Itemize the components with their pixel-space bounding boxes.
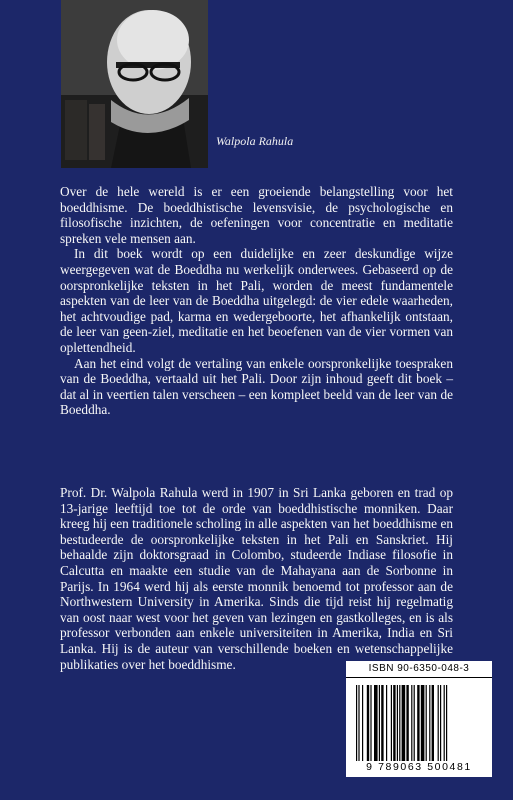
barcode-bar (417, 685, 419, 761)
description-paragraph: Over de hele wereld is er een groeiende belangstelling voor het boeddhisme. De boeddhistische levensvisie, de psychologische en filosofische inzichten, de oefeningen voor concentratie en meditatie spreken vele mensen aan. (60, 184, 453, 246)
barcode-image (356, 685, 484, 761)
barcode-bar (386, 685, 387, 761)
barcode-bar (391, 685, 392, 761)
barcode-bar (438, 685, 439, 761)
barcode-bar (358, 685, 359, 761)
description-paragraph: In dit boek wordt op een duidelijke en zeer deskundige wijze weergegeven wat de Boeddha nu werkelijk onderwees. Gebaseerd op de oorspronkelijke teksten in het Pali, worden de meest fundamentele aspekten van de leer van de Boeddha uitgelegd: de vier edele waarheden, het achtvoudige pad, karma en wedergeboorte, het afhankelijk ontstaan, de leer van geen-ziel, meditatie en het beoefenen van de vier vormen van oplettendheid. (60, 246, 453, 355)
description-paragraph: Aan het eind volgt de vertaling van enkele oorspronkelijke toespraken van de Boeddha, vertaald uit het Pali. Door zijn inhoud geeft dit boek – dat al in veertien talen verscheen – een kompleet beeld van de leer van de Boeddha. (60, 355, 453, 418)
barcode-bar (426, 685, 427, 761)
barcode-bar (362, 685, 363, 761)
barcode-label (346, 661, 492, 777)
photo-caption: Walpola Rahula (216, 134, 294, 148)
barcode-bar (444, 685, 445, 761)
barcode-bar (399, 685, 400, 761)
barcode-bar (374, 685, 378, 761)
barcode-bar (432, 685, 434, 761)
barcode-bar (370, 685, 371, 761)
barcode-bar (397, 685, 398, 761)
barcode-bar (381, 685, 383, 761)
author-photo (61, 0, 208, 168)
barcode-bar (421, 685, 425, 761)
barcode-bar (406, 685, 408, 761)
barcode-bar (356, 685, 357, 761)
biography-paragraph: Prof. Dr. Walpola Rahula werd in 1907 in Sri Lanka geboren en trad op 13-jarige leeftijd toe tot de orde van boeddhistische monniken. Daar kreeg hij een traditionele scholing in alle aspekten van het boeddhisme en bestudeerde de oorspronkelijke teksten in het Pali en Sanskriet. Hij behaalde zijn doktorsgraad in Colombo, studeerde Indiase filosofie in Calcutta en maakte een studie van de Mahayana aan de Sorbonne in Parijs. In 1964 werd hij als eerste monnik benoemd tot professor aan de Northwestern University in Amerika. Sinds die tijd reist hij regelmatig van oost naar west voor het geven van lezingen en gastkolleges, en is als professor verbonden aan enkele universiteiten in Amerika, India en Sri Lanka. Hij is de auteur van verschillende boeken en wetenschappelijke publikaties over het boeddhisme. (60, 485, 453, 672)
barcode-bar (393, 685, 395, 761)
ean-number: 9 789063 500481 (366, 761, 472, 773)
barcode-bar (379, 685, 380, 761)
barcode-bar (414, 685, 415, 761)
barcode-bar (440, 685, 441, 761)
barcode-bar (411, 685, 412, 761)
author-biography (60, 485, 453, 672)
barcode-bar (367, 685, 369, 761)
isbn-number: ISBN 90-6350-048-3 (346, 661, 492, 678)
barcode-bar (402, 685, 406, 761)
barcode-bar (429, 685, 430, 761)
author-portrait-image (61, 0, 208, 168)
book-description (60, 184, 453, 418)
barcode-bar (446, 685, 447, 761)
